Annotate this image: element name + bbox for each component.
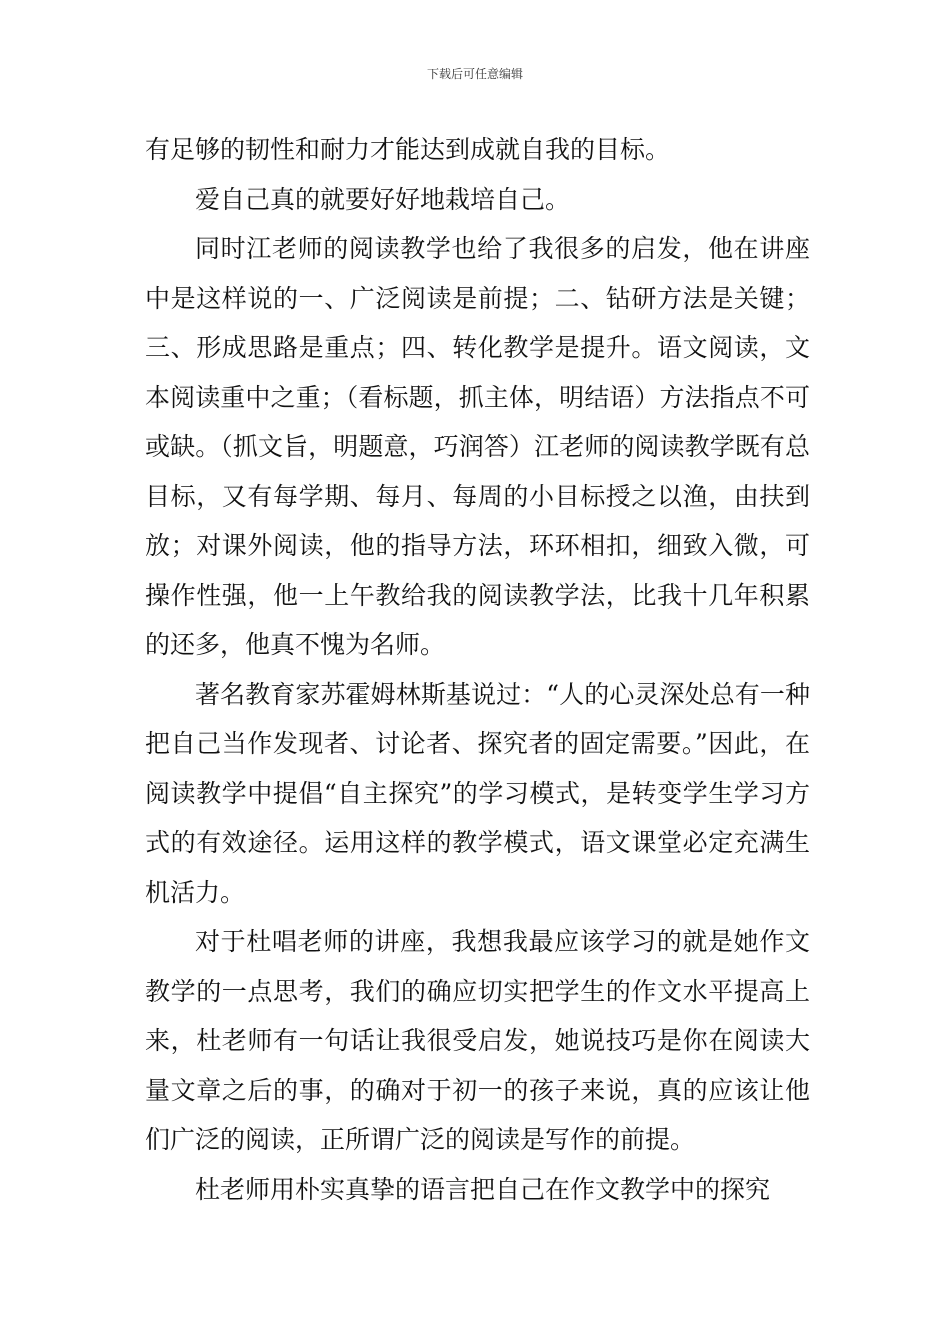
page-header: 下载后可任意编辑 xyxy=(426,67,523,81)
paragraph: 对于杜唱老师的讲座，我想我最应该学习的就是她作文教学的一点思考，我们的确应切实把学生的作文水平提高上来，杜老师有一句话让我很受启发，她说技巧是你在阅读大量文章之后的事，的确对于初一的孩子来说，真的应该让他们广泛的阅读，正所谓广泛的阅读是写作的前提。 xyxy=(145,927,810,1154)
paragraph: 同时江老师的阅读教学也给了我很多的启发，他在讲座中是这样说的一、广泛阅读是前提；二、钻研方法是关键；三、形成思路是重点；四、转化教学是提升。语文阅读，文本阅读重中之重；（看标题，抓主体，明结语）方法指点不可或缺。（抓文旨，明题意，巧润答）江老师的阅读教学既有总目标，又有每学期、每月、每周的小目标授之以渔，由扶到放；对课外阅读，他的指导方法，环环相扣，细致入微，可操作性强，他一上午教给我的阅读教学法，比我十几年积累的还多，他真不愧为名师。 xyxy=(145,234,810,659)
paragraph: 杜老师用朴实真挚的语言把自己在作文教学中的探究 xyxy=(195,1174,771,1204)
paragraph: 爱自己真的就要好好地栽培自己。 xyxy=(195,184,571,214)
paragraph: 有足够的韧性和耐力才能达到成就自我的目标。 xyxy=(145,135,671,164)
paragraph: 著名教育家苏霍姆林斯基说过：“人的心灵深处总有一种把自己当作发现者、讨论者、探究者的固定需要。”因此，在阅读教学中提倡“自主探究”的学习模式，是转变学生学习方式的有效途径。运用这样的教学模式，语文课堂必定充满生机活力。 xyxy=(145,679,810,907)
document-body xyxy=(145,125,810,1214)
